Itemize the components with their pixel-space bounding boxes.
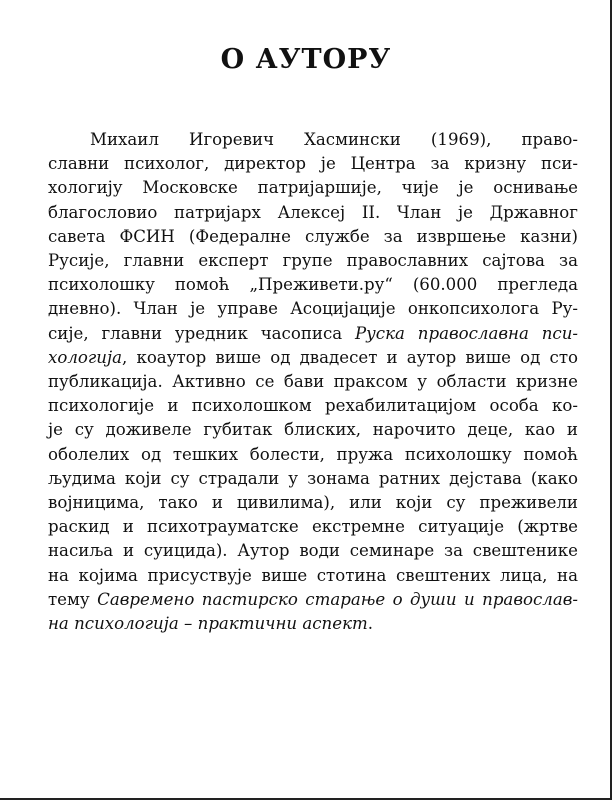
text-line xyxy=(48,176,578,200)
text-line xyxy=(48,201,578,225)
text-line xyxy=(48,588,578,612)
text-line xyxy=(48,612,578,636)
text-run: на којима присуствује више стотина свештених лица, на xyxy=(48,565,578,585)
text-line xyxy=(48,273,578,297)
text-run: Русије, главни експерт групе православних сајтова за xyxy=(48,251,578,271)
text-line xyxy=(48,322,578,346)
text-line xyxy=(48,515,578,539)
text-line xyxy=(48,346,578,370)
text-line xyxy=(48,564,578,588)
page-title: О АУТОРУ xyxy=(220,44,392,75)
text-line xyxy=(48,152,578,176)
text-run: насиља и суицида). Аутор води семинаре за свештенике xyxy=(48,541,578,561)
text-line xyxy=(48,249,578,273)
text-run: психологије и психолошком рехабилитацијом особа ко- xyxy=(48,396,578,416)
text-run: војницима, тако и цивилима), или који су преживели xyxy=(48,493,578,513)
text-run: савета ФСИН (Федералне службе за извршење казни) xyxy=(48,226,578,246)
text-run: људима који су страдали у зонама ратних дејстава (како xyxy=(48,468,578,488)
italic-text-run: на психологија – практични аспект xyxy=(48,614,368,634)
text-line xyxy=(48,394,578,418)
text-run: Михаил Игоревич Хасмински (1969), право- xyxy=(90,130,578,149)
text-line xyxy=(48,225,578,249)
text-line xyxy=(48,370,578,394)
about-author-paragraph xyxy=(48,128,578,636)
text-run: благословио патријарх Алексеј II. Члан је Државног xyxy=(48,202,578,222)
text-run: раскид и психотрауматске екстремне ситуације (жртве xyxy=(48,517,578,537)
text-line xyxy=(48,467,578,491)
text-line xyxy=(48,128,578,152)
text-run: сије, главни уредник часописа xyxy=(48,323,356,343)
text-run: , коаутор више од двадесет и аутор више од сто xyxy=(122,347,578,367)
text-line xyxy=(48,297,578,321)
text-line xyxy=(48,491,578,515)
text-run: дневно). Члан је управе Асоцијације онкопсихолога Ру- xyxy=(48,299,578,319)
italic-text-run: Руска православна пси- xyxy=(355,323,578,343)
italic-text-run: Савремено пастирско старање о души и православ- xyxy=(97,589,578,609)
text-line xyxy=(48,418,578,442)
text-run: хологију Московске патријаршије, чије је оснивање xyxy=(48,178,578,198)
italic-text-run: хологија xyxy=(48,347,123,367)
text-run: психолошку помоћ „Преживети.ру“ (60.000 прегледа xyxy=(48,275,578,295)
text-run: је су доживеле губитак блиских, нарочито деце, као и xyxy=(48,420,578,440)
text-line xyxy=(48,539,578,563)
text-run: . xyxy=(367,614,373,634)
text-run: тему xyxy=(48,589,98,609)
text-run: славни психолог, директор је Центра за кризну пси- xyxy=(48,154,578,174)
text-run: публикација. Активно се бави праксом у области кризне xyxy=(48,372,578,392)
text-line xyxy=(48,443,578,467)
text-run: оболелих од тешких болести, пружа психолошку помоћ xyxy=(48,444,578,464)
